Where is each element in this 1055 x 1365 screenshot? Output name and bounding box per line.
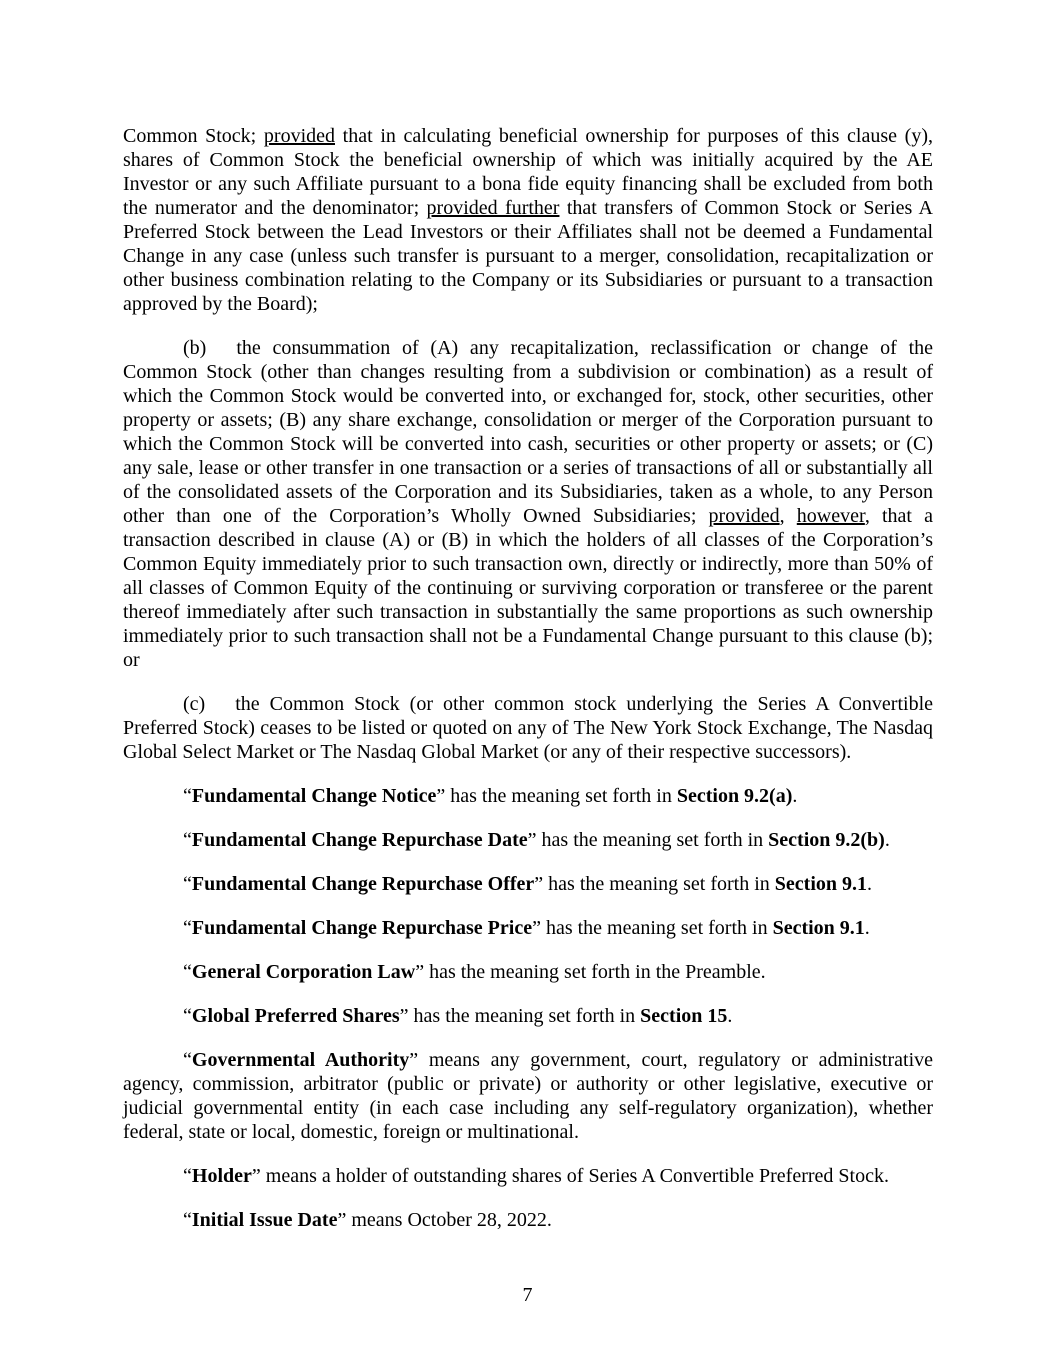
text-run: provided	[263, 125, 335, 147]
text-run: ” has the meaning set forth in	[527, 829, 769, 851]
text-run: the consummation of (A) any recapitalization, reclassification or change of the Common Stock (other than changes resulting from a subdivision or combination) as a result of which the Common Stock would be converted into, or exchanged for, stock, other securities, other property or assets; (B) any share exchange, consolidation or merger of the Corporation pursuant to which the Common Stock will be converted into cash, securities or other property or assets; or (C) any sale, lease or other transfer in one transaction or a series of transactions of all or substantially all of the consolidated assets of the Corporation and its Subsidiaries, taken as a whole, to any Person other than one of the Corporation’s Wholly Owned Subsidiaries;	[123, 337, 933, 527]
text-run: Section 9.1	[772, 917, 865, 939]
text-run: ” means October 28, 2022.	[337, 1209, 552, 1231]
def-general-corporation-law	[123, 960, 933, 984]
text-run: .	[864, 917, 870, 939]
text-run: Fundamental Change Notice	[191, 785, 437, 807]
text-run: the Common Stock (or other common stock underlying the Series A Convertible Preferred Stock) ceases to be listed or quoted on any of The New York Stock Exchange, The Nasdaq Global Select Market or The Nasdaq Global Market (or any of their respective successors).	[123, 693, 933, 763]
para-clause-b	[123, 336, 933, 672]
text-run: Section 9.2(a)	[676, 785, 793, 807]
text-run: ” has the meaning set forth in	[399, 1005, 641, 1027]
text-run: “	[183, 785, 192, 807]
def-fundamental-change-notice	[123, 784, 933, 808]
text-run: “	[183, 1049, 192, 1071]
text-run: provided	[708, 505, 780, 527]
text-run: Global Preferred Shares	[191, 1005, 400, 1027]
para-clause-c	[123, 692, 933, 764]
text-run: Holder	[191, 1165, 252, 1187]
text-run: ” has the meaning set forth in	[534, 873, 775, 895]
text-run: General Corporation Law	[191, 961, 416, 983]
text-run: Initial Issue Date	[191, 1209, 338, 1231]
def-fundamental-change-repurchase-date	[123, 828, 933, 852]
text-run: that transfers of Common Stock or Series A Preferred Stock between the Lead Investors or their Affiliates shall not be deemed a Fundamental Change in any case (unless such transfer is pursuant to a merger, consolidation, recapitalization or other business combination relating to the Company or its Subsidiaries or pursuant to a transaction approved by the Board);	[123, 197, 933, 315]
def-global-preferred-shares	[123, 1004, 933, 1028]
text-run: .	[867, 873, 873, 895]
page-number: 7	[522, 1284, 533, 1306]
text-run: Fundamental Change Repurchase Price	[191, 917, 533, 939]
text-run: “	[183, 1005, 192, 1027]
text-run: that in calculating beneficial ownership for purposes of this clause (y), shares of Common Stock the beneficial ownership of which was initially acquired by the AE Investor or any such Affiliate pursuant to a bona fide equity financing shall be excluded from both the numerator and the denominator;	[123, 125, 933, 219]
text-run: however	[796, 505, 865, 527]
text-run: “	[183, 829, 192, 851]
text-run: provided further	[426, 197, 560, 219]
def-initial-issue-date	[123, 1208, 933, 1232]
text-run: .	[884, 829, 890, 851]
text-run: ” has the meaning set forth in the Preamble.	[415, 961, 766, 983]
text-run: ” has the meaning set forth in	[436, 785, 677, 807]
text-run: .	[792, 785, 798, 807]
def-fundamental-change-repurchase-price	[123, 916, 933, 940]
text-run: .	[727, 1005, 733, 1027]
para-clause-y-continuation	[123, 124, 933, 316]
def-governmental-authority	[123, 1048, 933, 1144]
text-run: Fundamental Change Repurchase Offer	[191, 873, 535, 895]
text-run: Section 15	[640, 1005, 728, 1027]
text-run: Section 9.1	[774, 873, 868, 895]
text-run: Governmental Authority	[191, 1049, 410, 1071]
text-run: Common Stock;	[123, 125, 264, 147]
text-run: “	[183, 961, 192, 983]
def-holder	[123, 1164, 933, 1188]
def-fundamental-change-repurchase-offer	[123, 872, 933, 896]
text-run: ” means a holder of outstanding shares of Series A Convertible Preferred Stock.	[251, 1165, 889, 1187]
text-run: “	[183, 917, 192, 939]
text-run: ” has the meaning set forth in	[532, 917, 773, 939]
document-body	[123, 124, 933, 1252]
text-run: “	[183, 873, 192, 895]
text-run: “	[183, 1209, 192, 1231]
text-run: (c)	[183, 693, 206, 715]
text-run: (b)	[183, 337, 207, 359]
text-run: ” means any government, court, regulatory or administrative agency, commission, arbitrator (public or private) or authority or other legislative, executive or judicial governmental entity (in each case including any self-regulatory organization), whether federal, state or local, domestic, foreign or multinational.	[123, 1049, 933, 1143]
text-run: Section 9.2(b)	[768, 829, 885, 851]
text-run: Fundamental Change Repurchase Date	[191, 829, 528, 851]
text-run: ,	[779, 505, 797, 527]
text-run: “	[183, 1165, 192, 1187]
text-run: , that a transaction described in clause (A) or (B) in which the holders of all classes of the Corporation’s Common Equity immediately prior to such transaction own, directly or indirectly, more than 50% of all classes of Common Equity of the continuing or surviving corporation or transferee or the parent thereof immediately after such transaction in substantially the same proportions as such ownership immediately prior to such transaction shall not be a Fundamental Change pursuant to this clause (b); or	[123, 505, 934, 671]
